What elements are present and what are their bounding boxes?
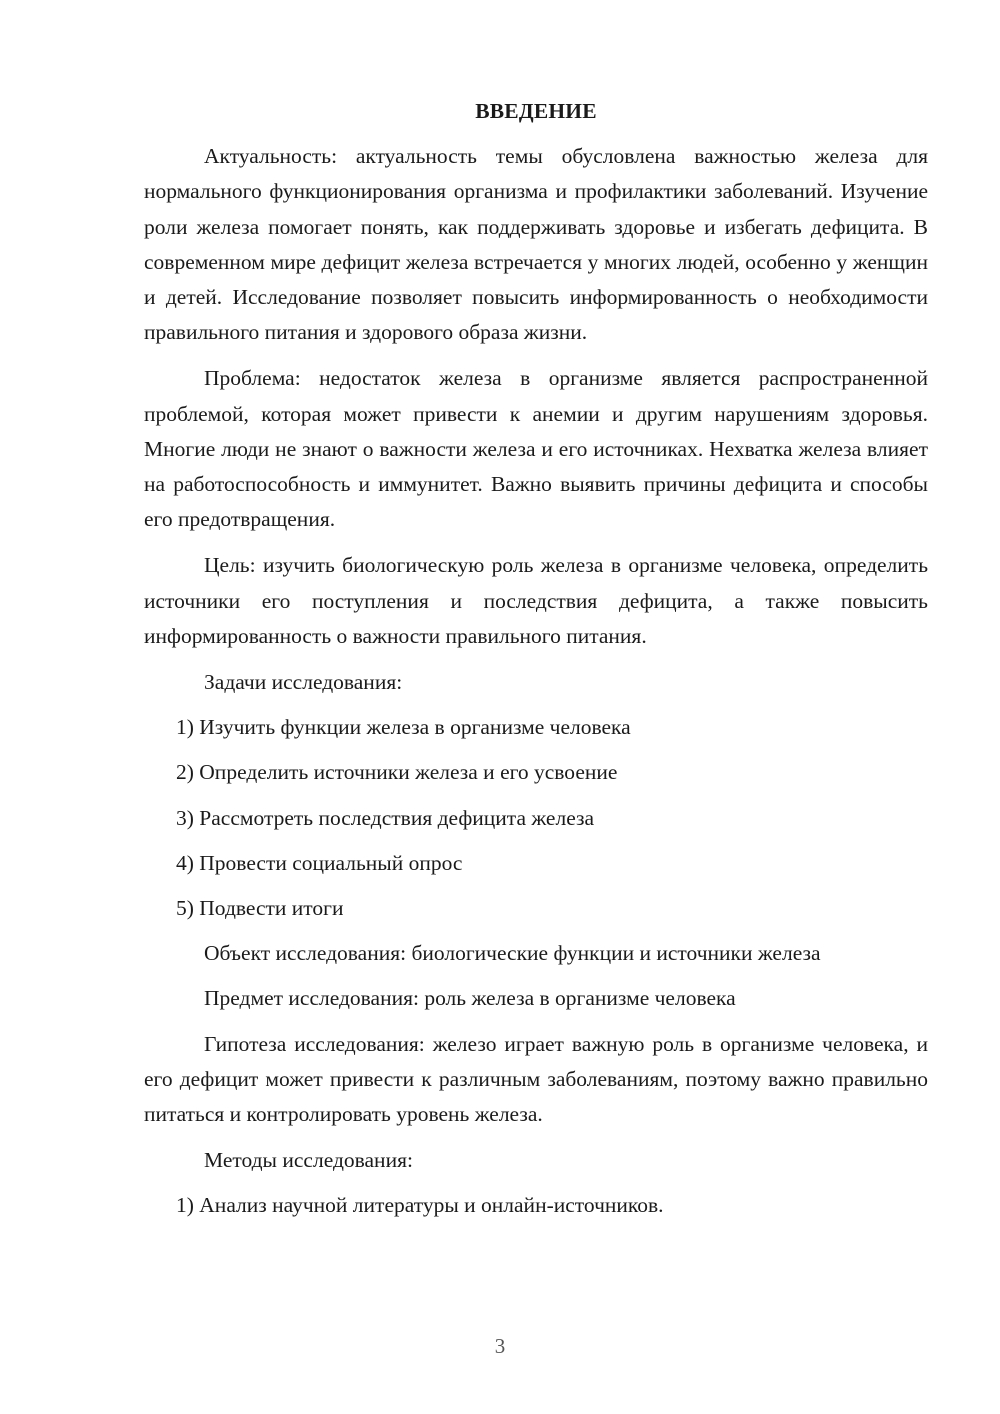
- list-item: 1) Анализ научной литературы и онлайн-источников.: [176, 1193, 664, 1218]
- list-item: 2) Определить источники железа и его усвоение: [176, 760, 618, 785]
- list-item: 3) Рассмотреть последствия дефицита железа: [176, 805, 595, 830]
- page-title: ВВЕДЕНИЕ: [475, 99, 597, 123]
- problem-paragraph: Проблема: недостаток железа в организме является распространенной проблемой, которая может привести к анемии и другим нарушениям здоровья. Многие люди не знают о важности железа и его источниках. Нехватка железа влияет на работоспособность и иммунитет. Важно выявить причины дефицита и способы его предотвращения.: [144, 366, 928, 532]
- object-line: Объект исследования: биологические функции и источники железа: [204, 941, 821, 966]
- subject-line: Предмет исследования: роль железа в организме человека: [204, 986, 736, 1011]
- goal-paragraph: Цель: изучить биологическую роль железа в организме человека, определить источники его поступления и последствия дефицита, а также повысить информированность о важности правильного питания.: [144, 553, 928, 648]
- page-number: 3: [494, 1334, 506, 1358]
- hypothesis-paragraph: Гипотеза исследования: железо играет важную роль в организме человека, и его дефицит может привести к различным заболеваниям, поэтому важно правильно питаться и контролировать уровень железа.: [144, 1031, 928, 1127]
- list-item: 5) Подвести итоги: [176, 896, 344, 921]
- list-item: 1) Изучить функции железа в организме человека: [176, 715, 631, 740]
- methods-heading: Методы исследования:: [204, 1148, 413, 1173]
- methods-list: [144, 1188, 928, 1223]
- page-content: [144, 94, 928, 1234]
- list-item: 4) Провести социальный опрос: [176, 850, 463, 875]
- tasks-list: [144, 710, 928, 926]
- relevance-paragraph: Актуальность: актуальность темы обусловлена важностью железа для нормального функционирования организма и профилактики заболеваний. Изучение роли железа помогает понять, как поддерживать здоровье и избегать дефицита. В современном мире дефицит железа встречается у многих людей, особенно у женщин и детей. Исследование позволяет повысить информированность о необходимости правильного питания и здорового образа жизни.: [144, 144, 928, 345]
- tasks-heading: Задачи исследования:: [204, 670, 403, 695]
